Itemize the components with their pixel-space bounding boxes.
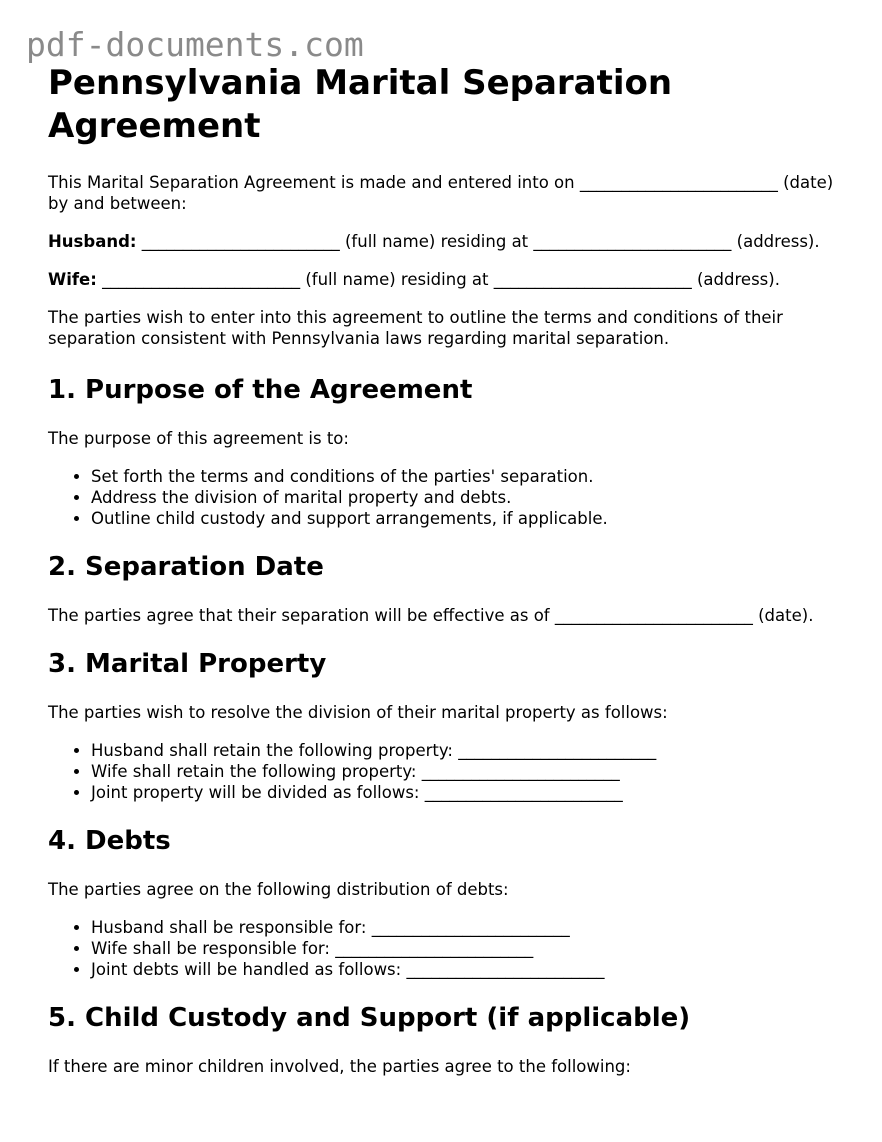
document-title: Pennsylvania Marital Separation Agreement: [48, 63, 673, 146]
property-item-label: Joint property will be divided as follows:: [91, 783, 420, 802]
section-3-intro: The parties wish to resolve the division of their marital property as follows:: [48, 703, 668, 722]
wife-name-blank[interactable]: ________________________: [102, 270, 301, 289]
debt-item-label: Wife shall be responsible for:: [91, 939, 330, 958]
parties-paragraph: The parties wish to enter into this agreement to outline the terms and conditions of their separation consistent with Pennsylvania laws regarding marital separation.: [48, 308, 783, 348]
wife-paragraph: [48, 269, 848, 290]
watermark: pdf-documents.com: [26, 25, 364, 64]
section-2-suffix: (date).: [758, 606, 814, 625]
wife-property-blank[interactable]: ________________________: [421, 762, 620, 781]
husband-property-blank[interactable]: ________________________: [458, 741, 657, 760]
list-item: • Outline child custody and support arrangements, if applicable.: [91, 508, 848, 529]
separation-date-blank[interactable]: ________________________: [554, 606, 753, 625]
section-4-list: [48, 917, 848, 980]
section-5-heading: 5. Child Custody and Support (if applicable): [48, 1003, 691, 1033]
section-2-heading: 2. Separation Date: [48, 552, 324, 582]
section-5-intro: If there are minor children involved, the parties agree to the following:: [48, 1057, 631, 1076]
husband-mid-text: (full name) residing at: [344, 232, 529, 251]
husband-address-blank[interactable]: ________________________: [533, 232, 732, 251]
joint-property-blank[interactable]: ________________________: [424, 783, 623, 802]
wife-debts-blank[interactable]: ________________________: [335, 939, 534, 958]
list-item: [91, 761, 848, 782]
section-4-intro: The parties agree on the following distribution of debts:: [48, 880, 509, 899]
list-item: [91, 782, 848, 803]
section-3-list: [48, 740, 848, 803]
debt-item-label: Husband shall be responsible for:: [91, 918, 367, 937]
section-1-list: [48, 466, 848, 529]
husband-label: Husband:: [48, 232, 137, 251]
agreement-date-blank[interactable]: ________________________: [579, 173, 778, 192]
husband-name-blank[interactable]: ________________________: [141, 232, 340, 251]
list-item: [91, 938, 848, 959]
section-2-text: The parties agree that their separation will be effective as of: [48, 606, 550, 625]
list-item: [91, 740, 848, 761]
section-3-heading: 3. Marital Property: [48, 649, 327, 679]
intro-text: This Marital Separation Agreement is made and entered into on: [48, 173, 575, 192]
property-item-label: Husband shall retain the following property:: [91, 741, 453, 760]
list-item: • Address the division of marital property and debts.: [91, 487, 848, 508]
intro-paragraph: [48, 172, 848, 214]
husband-debts-blank[interactable]: ________________________: [371, 918, 570, 937]
joint-debts-blank[interactable]: ________________________: [406, 960, 605, 979]
intro-date-suffix: (date) by and between:: [48, 173, 834, 213]
husband-paragraph: [48, 231, 848, 252]
wife-label: Wife:: [48, 270, 97, 289]
document-page: [48, 62, 848, 1094]
property-item-label: Wife shall retain the following property:: [91, 762, 417, 781]
list-item: [91, 959, 848, 980]
husband-suffix: (address).: [736, 232, 820, 251]
list-item: [91, 917, 848, 938]
wife-suffix: (address).: [697, 270, 780, 289]
section-1-intro: The purpose of this agreement is to:: [48, 429, 349, 448]
section-2-paragraph: [48, 605, 848, 626]
list-item: • Set forth the terms and conditions of the parties' separation.: [91, 466, 848, 487]
section-4-heading: 4. Debts: [48, 826, 171, 856]
wife-address-blank[interactable]: ________________________: [493, 270, 692, 289]
section-1-heading: 1. Purpose of the Agreement: [48, 375, 473, 405]
debt-item-label: Joint debts will be handled as follows:: [91, 960, 402, 979]
wife-mid-text: (full name) residing at: [305, 270, 489, 289]
